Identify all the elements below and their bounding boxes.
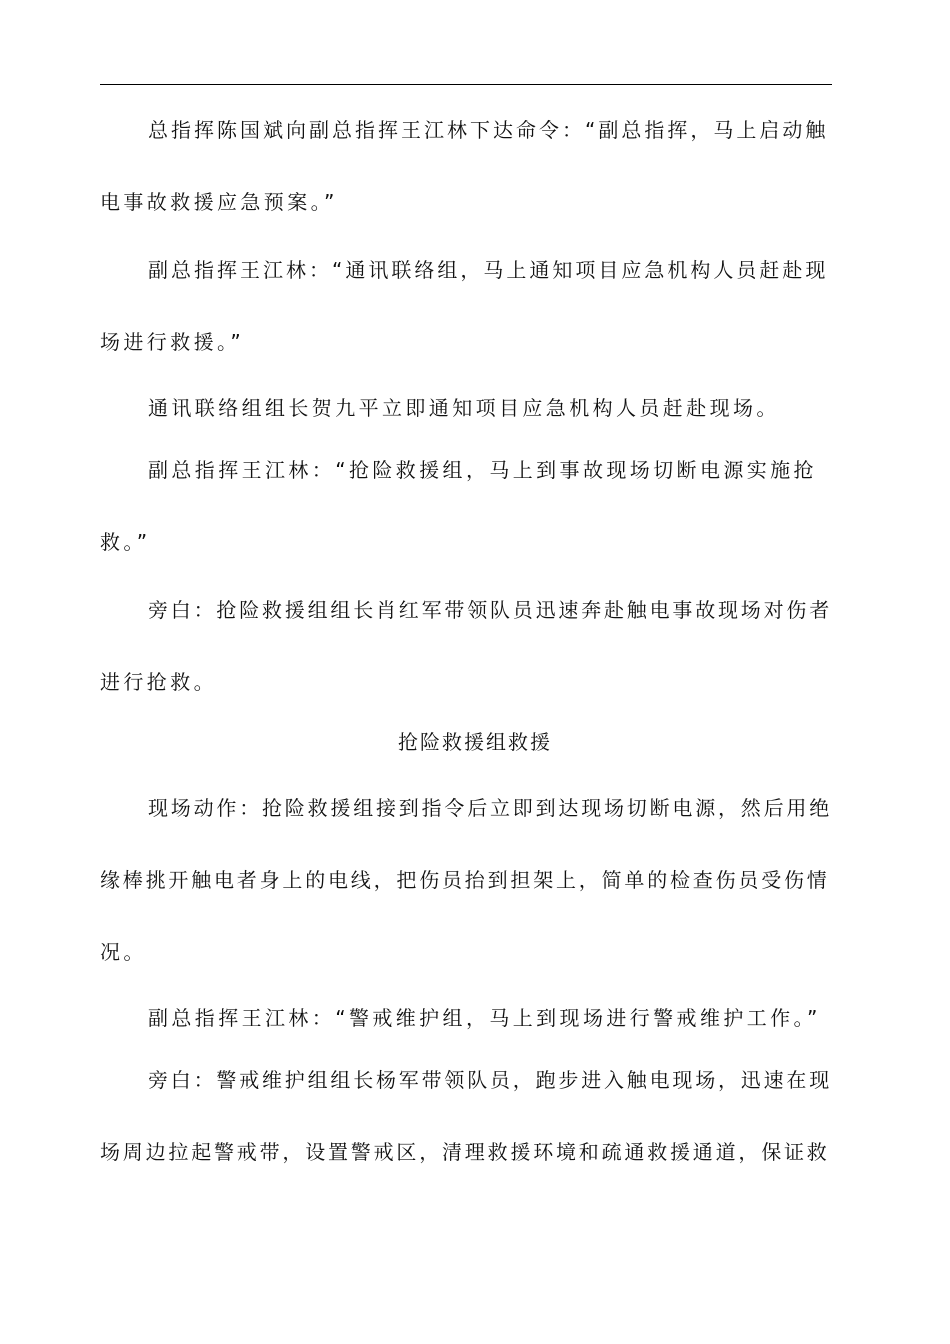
text-line: 现场动作：抢险救援组接到指令后立即到达现场切断电源，然后用绝 [148, 796, 832, 820]
text-line: 缘棒挑开触电者身上的电线，把伤员抬到担架上，简单的检查伤员受伤情 [100, 868, 830, 892]
text-line: 副总指挥王江林：“通讯联络组，马上通知项目应急机构人员赶赴现 [148, 258, 829, 282]
text-line: 旁白：警戒维护组组长杨军带领队员，跑步进入触电现场，迅速在现 [148, 1068, 832, 1092]
text-line: 场进行救援。” [100, 330, 245, 354]
text-line: 电事故救援应急预案。” [100, 190, 338, 214]
text-line: 旁白：抢险救援组组长肖红军带领队员迅速奔赴触电事故现场对伤者 [148, 598, 832, 622]
text-line: 场周边拉起警戒带，设置警戒区，清理救援环境和疏通救援通道，保证救 [100, 1140, 830, 1164]
text-line: 总指挥陈国斌向副总指挥王江林下达命令：“副总指挥，马上启动触 [148, 118, 829, 142]
text-line: 况。 [100, 940, 147, 964]
text-line: 副总指挥王江林：“抢险救援组，马上到事故现场切断电源实施抢 [148, 458, 817, 482]
text-line: 副总指挥王江林：“警戒维护组，马上到现场进行警戒维护工作。” [148, 1006, 821, 1030]
section-heading: 抢险救援组救援 [398, 730, 552, 754]
text-line: 通讯联络组组长贺九平立即通知项目应急机构人员赶赴现场。 [148, 396, 780, 420]
header-rule [100, 84, 832, 85]
text-line: 进行抢救。 [100, 670, 217, 694]
text-line: 救。” [100, 530, 151, 554]
